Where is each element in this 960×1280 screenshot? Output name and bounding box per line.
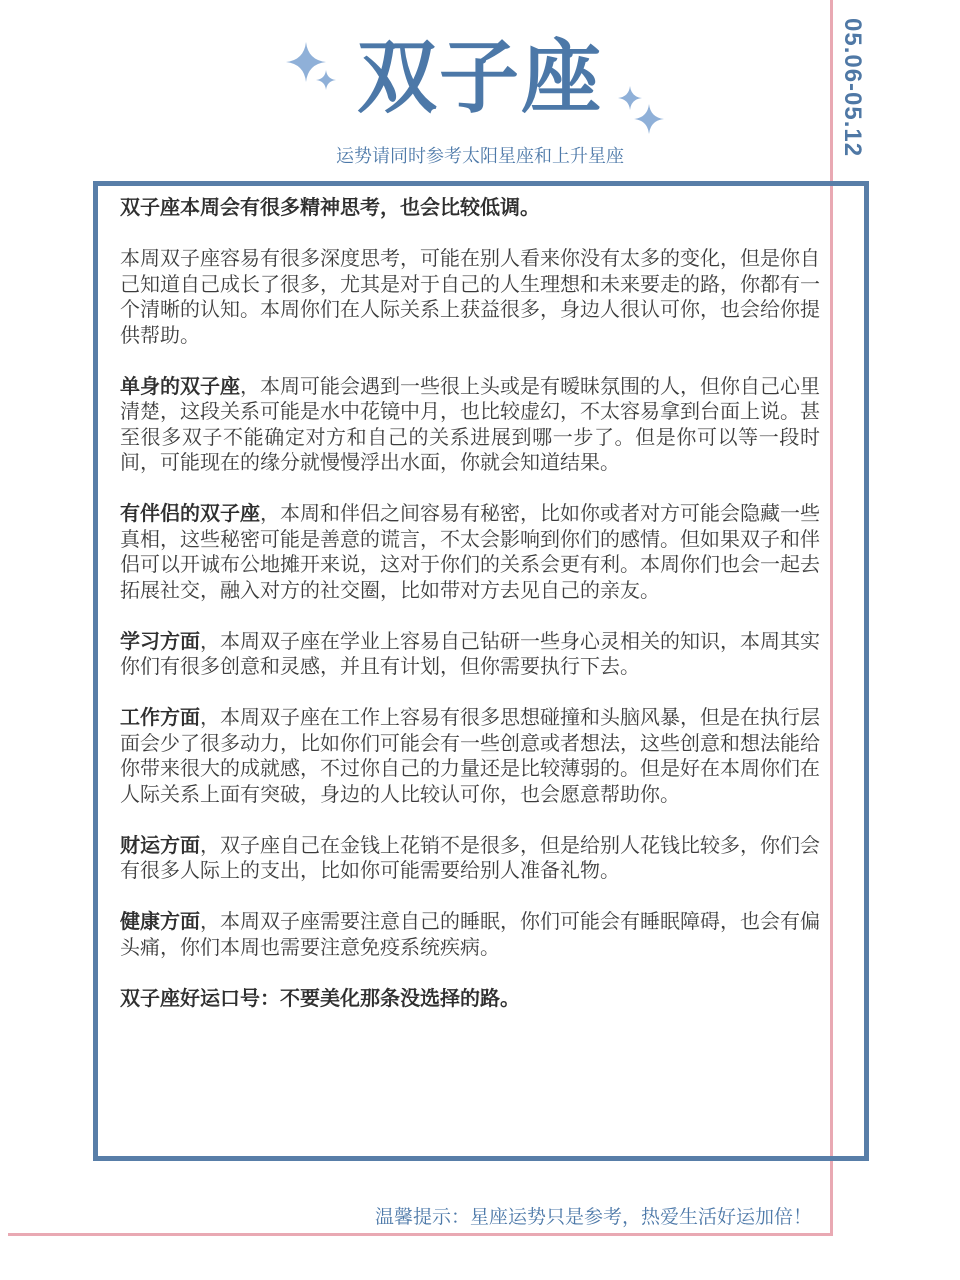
couple-paragraph: 有伴侣的双子座，本周和伴侣之间容易有秘密，比如你或者对方可能会隐藏一些真相，这些秘密可能是善意的谎言，不太会影响到你们的感情。但如果双子和伴侣可以开诚布公地摊开来说，这对于你们的关系会更有利。本周你们也会一起去拓展社交，融入对方的社交圈，比如带对方去见自己的亲友。	[120, 501, 820, 602]
page-title: 双子座	[357, 31, 603, 124]
single-label: 单身的双子座	[120, 373, 240, 398]
work-paragraph: 工作方面，本周双子座在工作上容易有很多思想碰撞和头脑风暴，但是在执行层面会少了很多动力，比如你们可能会有一些创意或者想法，这些创意和想法能给你带来很大的成就感，不过你自己的力量还是比较薄弱的。但是好在本周你们在人际关系上面有突破，身边的人比较认可你，也会愿意帮助你。	[120, 705, 820, 806]
date-range: 05.06-05.12	[839, 18, 866, 158]
study-paragraph: 学习方面，本周双子座在学业上容易自己钻研一些身心灵相关的知识，本周其实你们有很多创意和灵感，并且有计划，但你需要执行下去。	[120, 628, 820, 678]
study-label: 学习方面	[120, 628, 200, 653]
health-paragraph: 健康方面，本周双子座需要注意自己的睡眠，你们可能会有睡眠障碍，也会有偏头痛，你们本周也需要注意免疫系统疾病。	[120, 909, 820, 959]
wealth-paragraph: 财运方面，双子座自己在金钱上花销不是很多，但是给别人花钱比较多，你们会有很多人际上的支出，比如你可能需要给别人准备礼物。	[120, 832, 820, 882]
sparkle-right-large-icon	[634, 104, 664, 134]
health-label: 健康方面	[120, 909, 200, 933]
couple-label: 有伴侣的双子座	[120, 501, 260, 525]
wealth-label: 财运方面	[120, 832, 200, 857]
headline: 双子座本周会有很多精神思考，也会比较低调。	[120, 195, 540, 219]
decor-pink-horizontal-line	[8, 1233, 833, 1236]
intro-paragraph: 本周双子座容易有很多深度思考，可能在别人看来你没有太多的变化，但是你自己知道自己成长了很多，尤其是对于自己的人生理想和未来要走的路，你都有一个清晰的认知。本周你们在人际关系上获益很多，身边人很认可你，也会给你提供帮助。	[120, 246, 820, 347]
footer-tip: 温馨提示：星座运势只是参考，热爱生活好运加倍！	[374, 1206, 812, 1228]
horoscope-body	[120, 195, 820, 1037]
lucky-slogan: 双子座好运口号：不要美化那条没选择的路。	[120, 985, 520, 1010]
single-paragraph: 单身的双子座，本周可能会遇到一些很上头或是有暧昧氛围的人，但你自己心里清楚，这段关系可能是水中花镜中月，也比较虚幻，不太容易拿到台面上说。甚至很多双子不能确定对方和自己的关系进展到哪一步了。但是你可以等一段时间，可能现在的缘分就慢慢浮出水面，你就会知道结果。	[120, 373, 820, 474]
page-subtitle: 运势请同时参考太阳星座和上升星座	[336, 146, 624, 167]
work-label: 工作方面	[120, 705, 200, 729]
